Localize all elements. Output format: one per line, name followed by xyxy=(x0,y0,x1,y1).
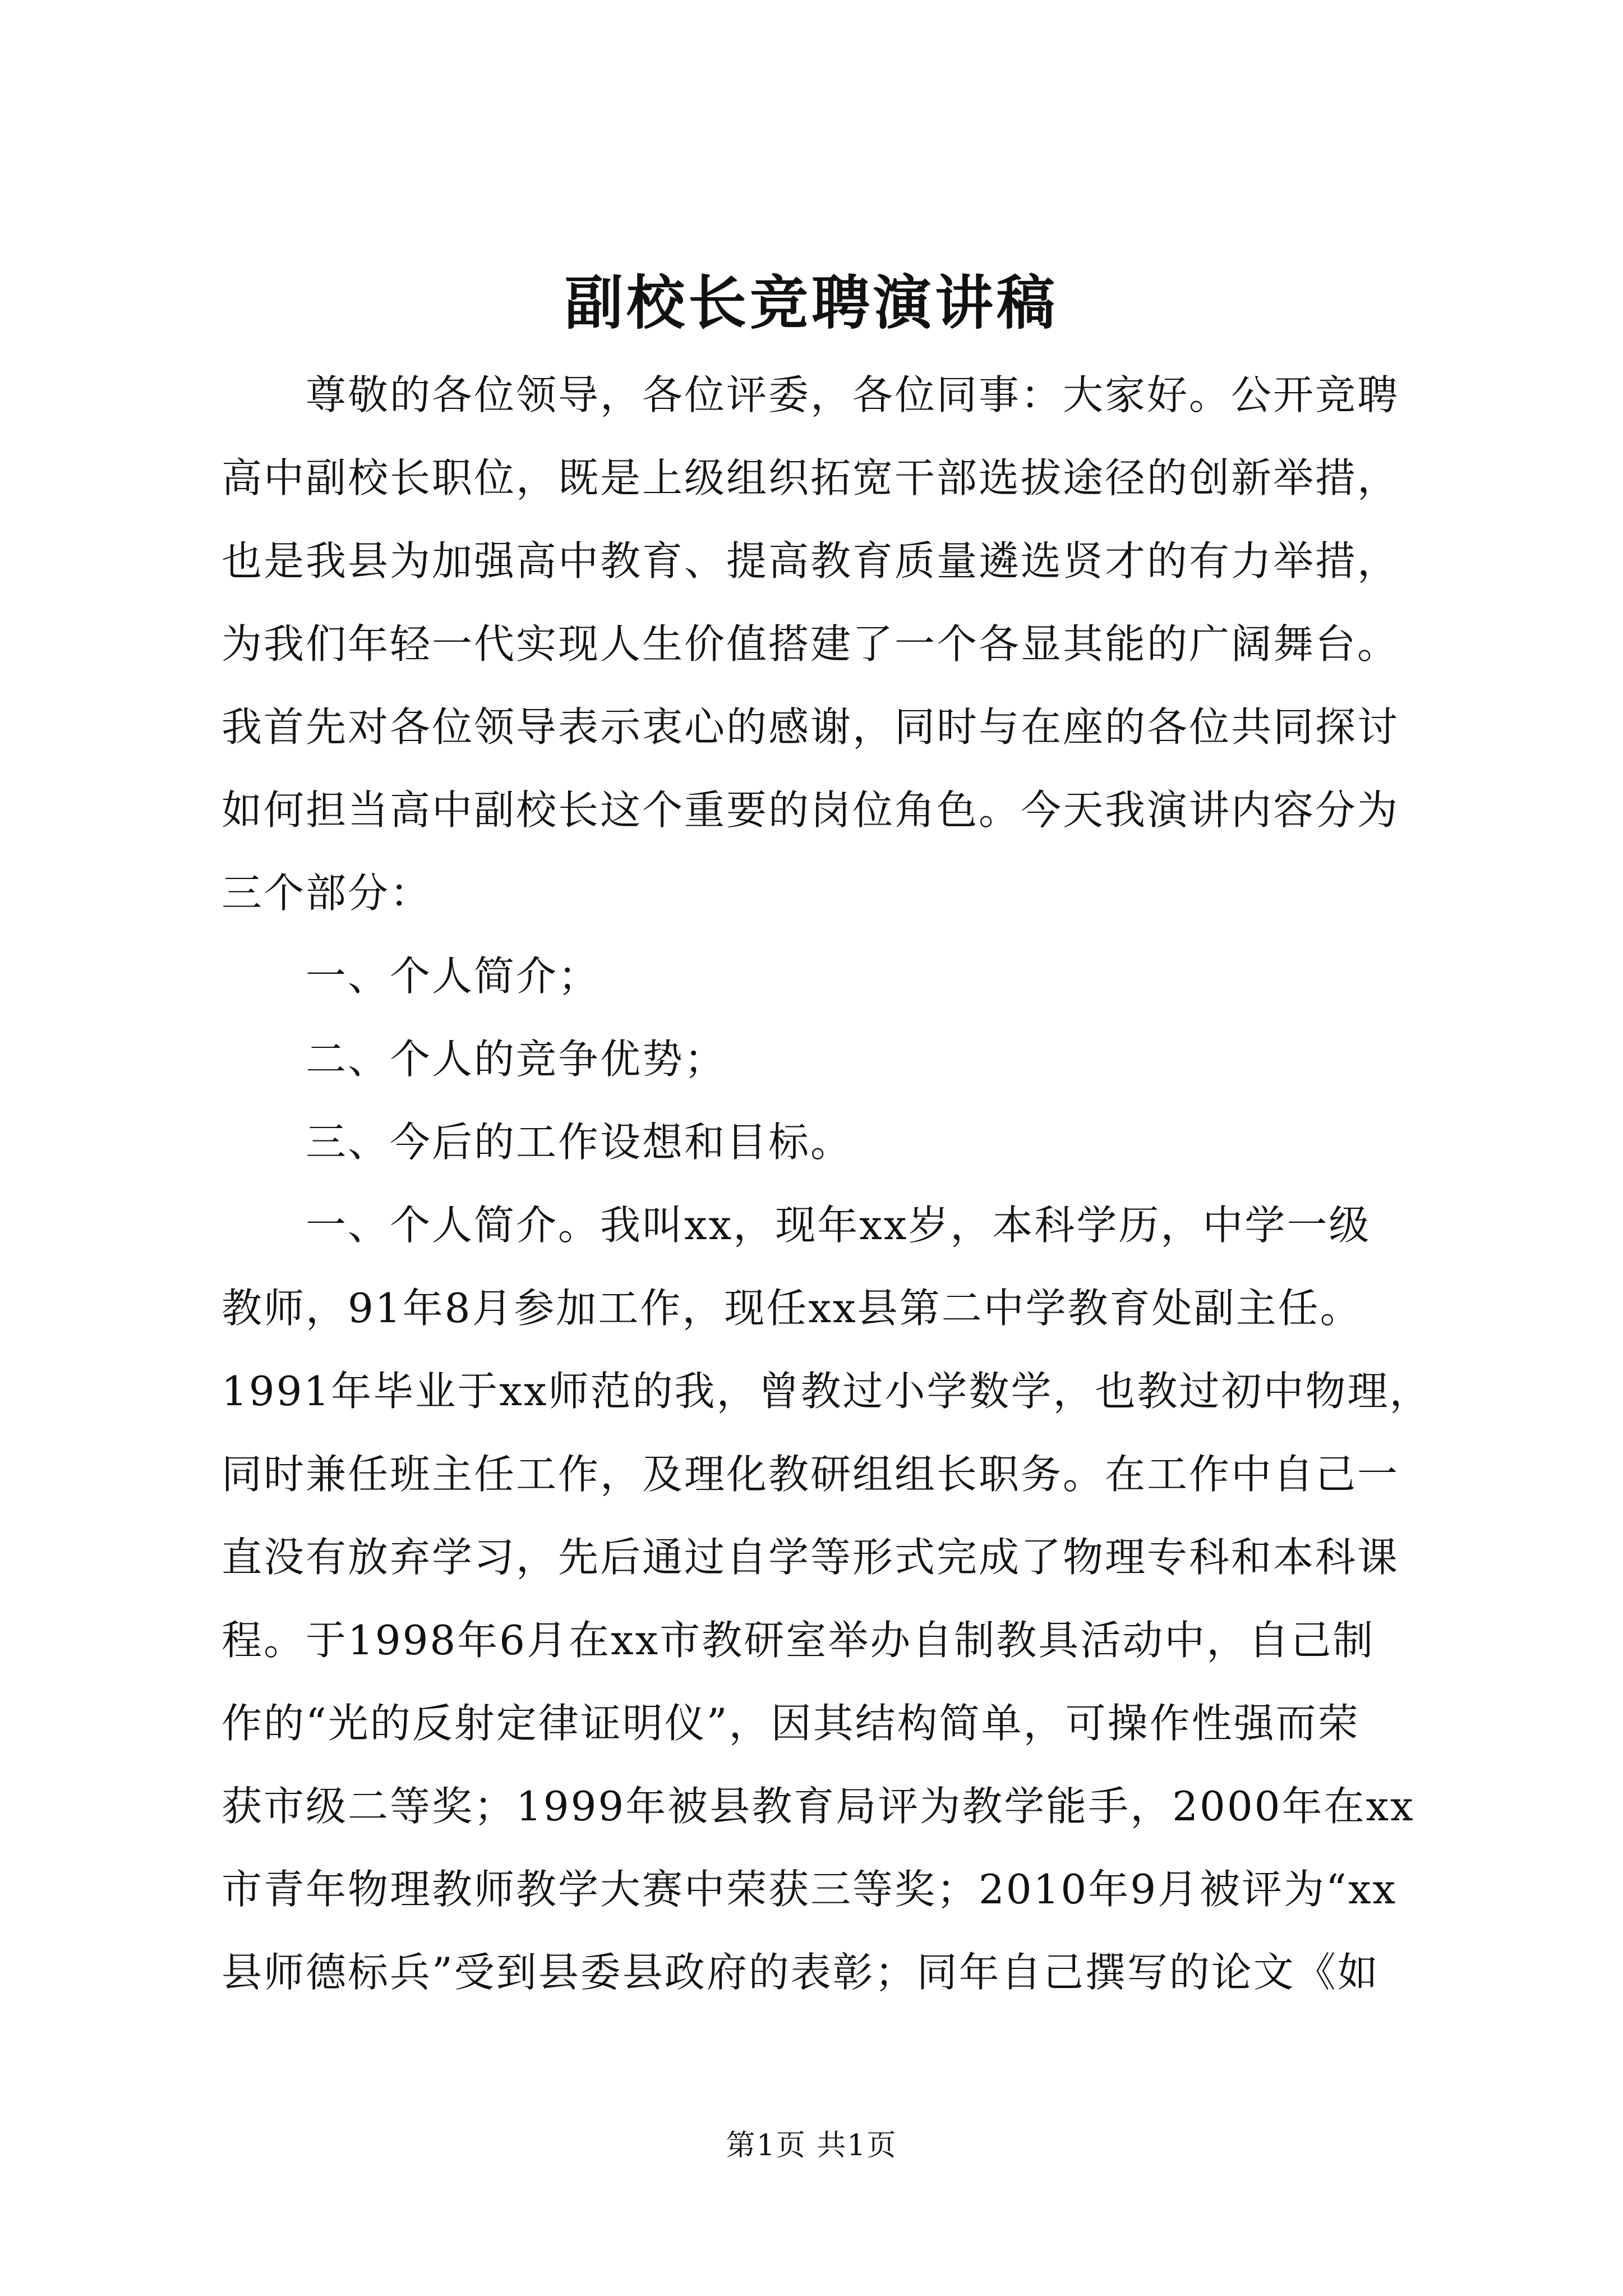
body-line: 我首先对各位领导表示衷心的感谢，同时与在座的各位共同探讨 xyxy=(222,703,1400,751)
body-line: 尊敬的各位领导，各位评委，各位同事：大家好。公开竞聘 xyxy=(306,371,1400,418)
list-item: 三、今后的工作设想和目标。 xyxy=(306,1119,853,1166)
body-line: 一、个人简介。我叫xx，现年xx岁，本科学历，中学一级 xyxy=(306,1202,1371,1249)
body-line: 也是我县为加强高中教育、提高教育质量遴选贤才的有力举措， xyxy=(222,537,1400,585)
page-footer: 第1页 共1页 xyxy=(726,2129,897,2162)
body-line: 教师，91年8月参加工作，现任xx县第二中学教育处副主任。 xyxy=(222,1285,1362,1332)
list-item: 二、个人的竞争优势； xyxy=(306,1036,727,1083)
body-line: 市青年物理教师教学大赛中荣获三等奖；2010年9月被评为“xx xyxy=(222,1866,1398,1913)
body-line: 高中副校长职位，既是上级组织拓宽干部选拔途径的创新举措， xyxy=(222,454,1400,501)
body-line: 获市级二等奖；1999年被县教育局评为教学能手，2000年在xx xyxy=(222,1783,1415,1830)
body-line: 为我们年轻一代实现人生价值搭建了一个各显其能的广阔舞台。 xyxy=(222,620,1400,668)
body-line: 程。于1998年6月在xx市教研室举办自制教具活动中，自己制 xyxy=(222,1617,1375,1664)
body-line: 1991年毕业于xx师范的我，曾教过小学数学，也教过初中物理， xyxy=(222,1368,1432,1415)
body-line: 直没有放弃学习，先后通过自学等形式完成了物理专科和本科课 xyxy=(222,1534,1400,1581)
body-line: 县师德标兵”受到县委县政府的表彰；同年自己撰写的论文《如 xyxy=(222,1949,1380,1996)
list-item: 一、个人简介； xyxy=(306,953,601,1000)
body-line: 三个部分： xyxy=(222,869,432,917)
document-title: 副校长竞聘演讲稿 xyxy=(564,268,1058,337)
body-line: 如何担当高中副校长这个重要的岗位角色。今天我演讲内容分为 xyxy=(222,786,1400,834)
body-line: 同时兼任班主任工作，及理化教研组组长职务。在工作中自己一 xyxy=(222,1451,1400,1498)
body-line: 作的“光的反射定律证明仪”，因其结构简单，可操作性强而荣 xyxy=(222,1700,1360,1747)
document-body xyxy=(222,353,1432,2014)
